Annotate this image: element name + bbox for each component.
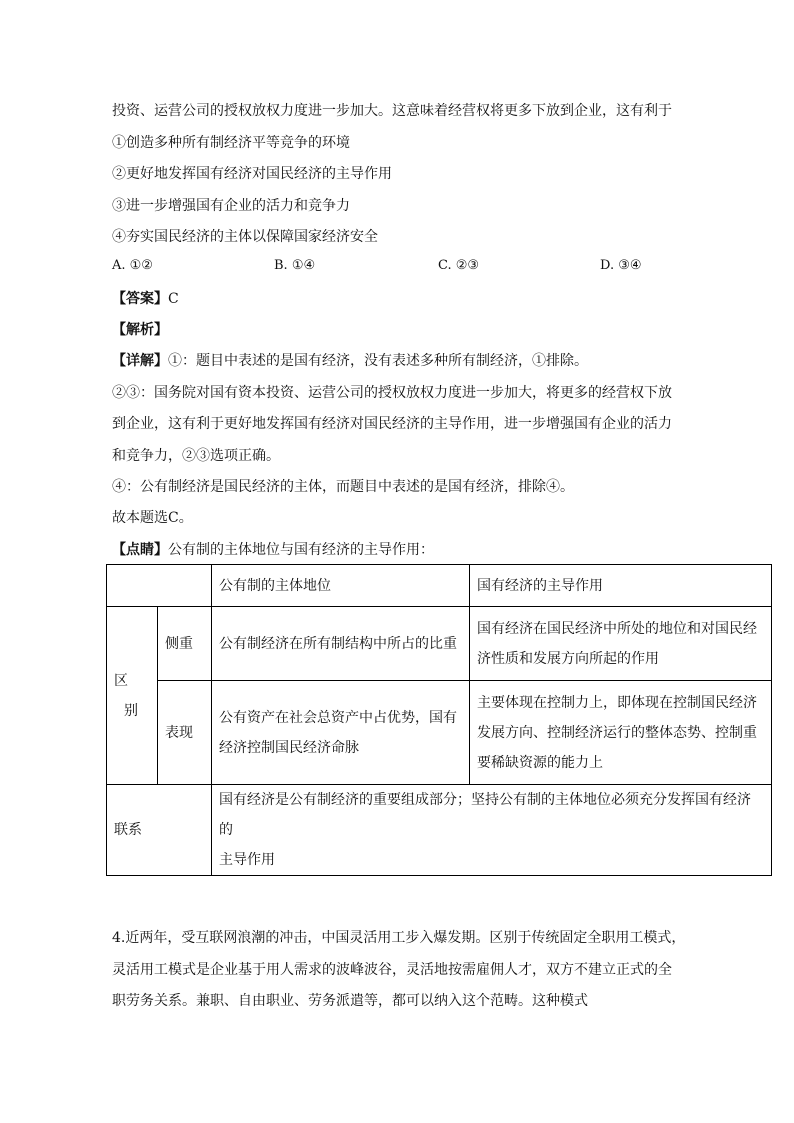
detail-text-1: ①：题目中表述的是国有经济，没有表述多种所有制经济，①排除。 xyxy=(168,353,588,369)
option-c: C. ②③ xyxy=(438,258,480,273)
relation-text-line-2: 主导作用 xyxy=(219,852,275,868)
comparison-table xyxy=(106,564,772,876)
relation-text xyxy=(212,785,772,876)
difference-label-cell xyxy=(107,607,158,785)
row-focus-state-line-2: 济性质和发展方向所起的作用 xyxy=(477,650,659,667)
row-expression-state xyxy=(470,681,772,785)
intro-line: 投资、运营公司的授权放权力度进一步加大。这意味着经营权将更多下放到企业，这有利于 xyxy=(112,103,672,119)
row-focus-label: 侧重 xyxy=(158,607,212,681)
table-row-relation xyxy=(107,785,772,876)
difference-label-1: 区 xyxy=(114,672,128,689)
row-expression-public xyxy=(212,681,470,785)
detail-line-3: 到企业，这有利于更好地发挥国有经济对国民经济的主导作用，进一步增强国有企业的活力 xyxy=(112,416,672,432)
row-focus-state-line-1: 国有经济在国民经济中所处的地位和对国民经 xyxy=(477,620,757,637)
row-expression-state-line-2: 发展方向、控制经济运行的整体态势、控制重 xyxy=(477,724,757,741)
row-expression-state-line-3: 要稀缺资源的能力上 xyxy=(477,754,603,771)
tip-line xyxy=(112,540,434,560)
question4-line-2: 灵活用工模式是企业基于用人需求的波峰波谷，灵活地按需雇佣人才，双方不建立正式的全 xyxy=(112,962,672,978)
table-header-row xyxy=(107,565,772,607)
row-expression-public-line-2: 经济控制国民经济命脉 xyxy=(219,739,359,756)
answer-value: C xyxy=(168,291,179,307)
header-public-ownership: 公有制的主体地位 xyxy=(212,565,470,607)
header-empty-cell xyxy=(107,565,212,607)
statement-2: ②更好地发挥国有经济对国民经济的主导作用 xyxy=(112,166,392,182)
table-row-focus xyxy=(107,607,772,681)
statement-1: ①创造多种所有制经济平等竞争的环境 xyxy=(112,135,350,151)
option-a: A. ①② xyxy=(112,258,153,273)
tip-tag: 【点睛】 xyxy=(112,542,168,558)
tip-text: 公有制的主体地位与国有经济的主导作用： xyxy=(168,542,434,558)
question4-line-3: 职劳务关系。兼职、自由职业、劳务派遣等，都可以纳入这个范畴。这种模式 xyxy=(112,993,588,1009)
answer-tag: 【答案】 xyxy=(112,291,168,307)
statement-3: ③进一步增强国有企业的活力和竞争力 xyxy=(112,198,350,214)
question4-line-1: 4.近两年，受互联网浪潮的冲击，中国灵活用工步入爆发期。区别于传统固定全职用工模式， xyxy=(112,930,686,946)
row-focus-state xyxy=(470,607,772,681)
analysis-tag: 【解析】 xyxy=(112,322,168,338)
option-d: D. ③④ xyxy=(600,258,642,273)
answer-line xyxy=(112,289,179,309)
detail-line-2: ②③：国务院对国有资本投资、运营公司的授权放权力度进一步加大，将更多的经营权下放 xyxy=(112,385,672,401)
relation-text-line-1: 国有经济是公有制经济的重要组成部分；坚持公有制的主体地位必须充分发挥国有经济的 xyxy=(219,792,751,838)
detail-line-4: 和竞争力，②③选项正确。 xyxy=(112,448,280,464)
relation-label: 联系 xyxy=(107,785,212,876)
table-row-expression xyxy=(107,681,772,785)
difference-label-2: 别 xyxy=(124,702,138,719)
detail-line-5: ④：公有制经济是国民经济的主体，而题目中表述的是国有经济，排除④。 xyxy=(112,479,574,495)
option-b: B. ①④ xyxy=(274,258,316,273)
row-focus-public: 公有制经济在所有制结构中所占的比重 xyxy=(212,607,470,681)
header-state-economy: 国有经济的主导作用 xyxy=(470,565,772,607)
detail-line-1 xyxy=(112,351,588,371)
detail-tag: 【详解】 xyxy=(112,353,168,369)
detail-line-6: 故本题选C。 xyxy=(112,510,193,526)
answer-options xyxy=(112,258,672,278)
statement-4: ④夯实国民经济的主体以保障国家经济安全 xyxy=(112,229,378,245)
row-expression-public-line-1: 公有资产在社会总资产中占优势，国有 xyxy=(219,709,457,726)
row-expression-state-line-1: 主要体现在控制力上，即体现在控制国民经济 xyxy=(477,694,757,711)
row-expression-label: 表现 xyxy=(158,681,212,785)
